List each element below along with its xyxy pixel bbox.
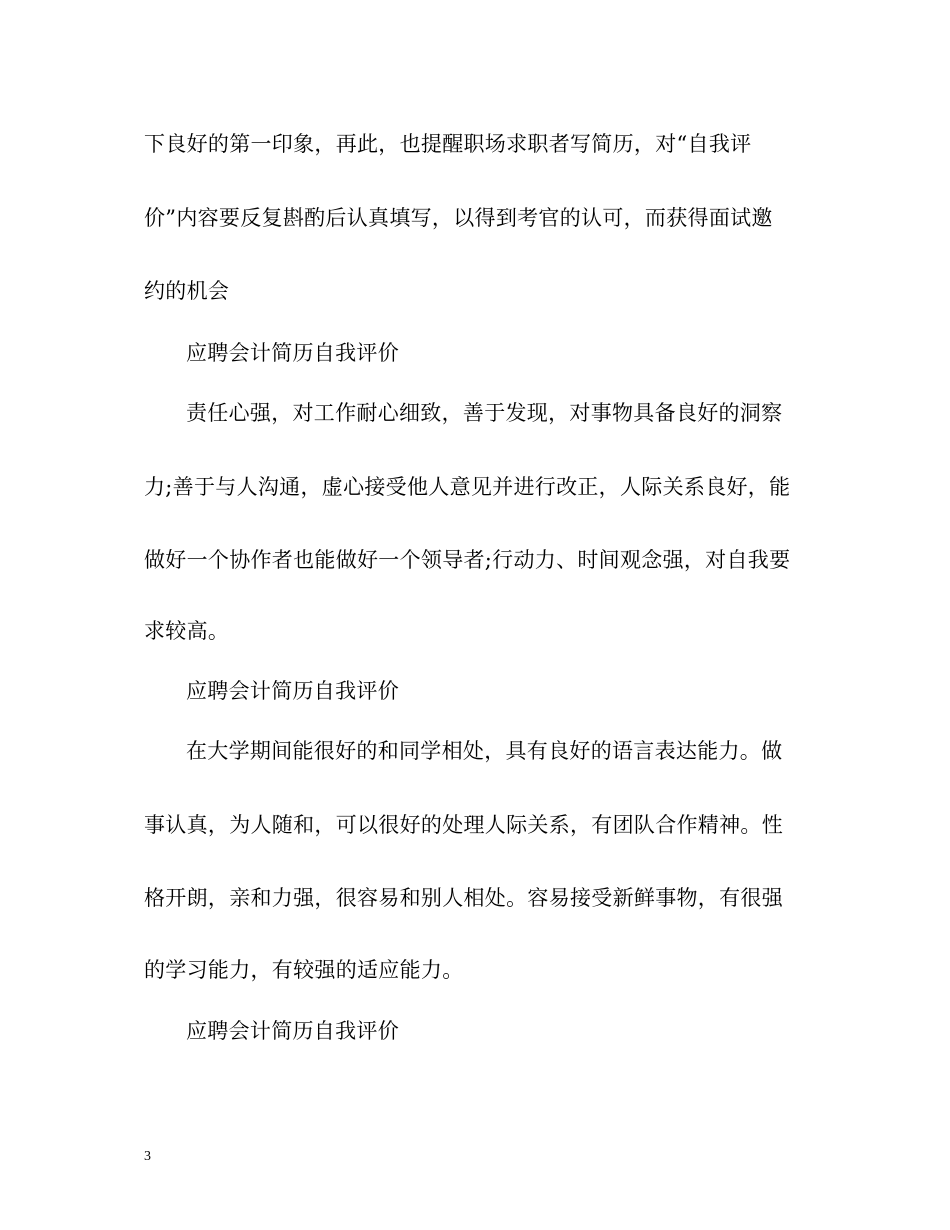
paragraph-first-line: 责任心强，对工作耐心细致，善于发现，对事物具备良好的洞察 bbox=[186, 401, 783, 425]
section-heading: 应聘会计简历自我评价 bbox=[186, 341, 399, 365]
text-line: 力;善于与人沟通，虚心接受他人意见并进行改正，人际关系良好，能 bbox=[144, 475, 791, 499]
text-line: 约的机会 bbox=[144, 279, 230, 303]
text-line: 的学习能力，有较强的适应能力。 bbox=[144, 958, 464, 982]
text-line: 下良好的第一印象，再此，也提醒职场求职者写简历，对“自我评 bbox=[144, 132, 752, 156]
text-line: 价”内容要反复斟酌后认真填写，以得到考官的认可，而获得面试邀 bbox=[144, 206, 773, 230]
text-line: 求较高。 bbox=[144, 619, 230, 643]
text-line: 做好一个协作者也能做好一个领导者;行动力、时间观念强，对自我要 bbox=[144, 548, 791, 572]
text-line: 格开朗，亲和力强，很容易和别人相处。容易接受新鲜事物，有很强 bbox=[144, 886, 783, 910]
section-heading: 应聘会计简历自我评价 bbox=[186, 1019, 399, 1043]
paragraph-first-line: 在大学期间能很好的和同学相处，具有良好的语言表达能力。做 bbox=[186, 739, 783, 763]
text-line: 事认真，为人随和，可以很好的处理人际关系，有团队合作精神。性 bbox=[144, 813, 783, 837]
page-number: 3 bbox=[144, 1149, 151, 1164]
section-heading: 应聘会计简历自我评价 bbox=[186, 679, 399, 703]
